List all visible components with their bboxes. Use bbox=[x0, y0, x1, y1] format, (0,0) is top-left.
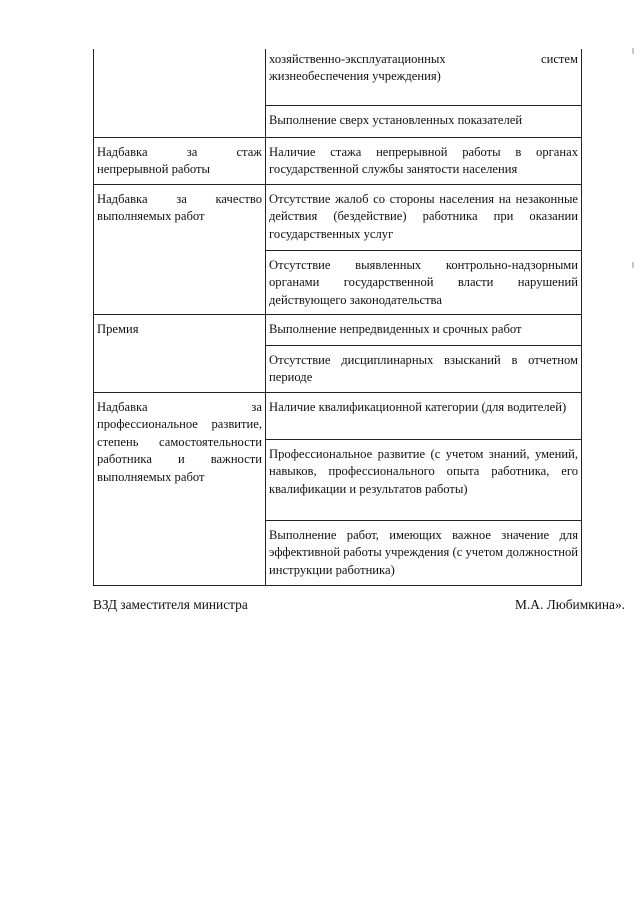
signatory-name: М.А. Любимкина». bbox=[515, 597, 625, 612]
payment-criteria-table bbox=[93, 49, 582, 586]
criterion-cell: Отсутствие дисциплинарных взысканий в отчетном периоде bbox=[266, 346, 582, 393]
scan-edge-mark bbox=[632, 262, 634, 268]
table-row bbox=[94, 315, 582, 346]
criterion-cell: Профессиональное развитие (с учетом знаний, умений, навыков, профессионального опыта работника, его квалификации и результатов работы) bbox=[266, 440, 582, 521]
criterion-cell: хозяйственно-эксплуатационных систем жизнеобеспечения учреждения) bbox=[266, 49, 582, 106]
criterion-cell: Наличие квалификационной категории (для водителей) bbox=[266, 393, 582, 440]
scan-edge-mark bbox=[632, 48, 634, 54]
criterion-cell: Выполнение непредвиденных и срочных работ bbox=[266, 315, 582, 346]
criterion-cell: Выполнение сверх установленных показателей bbox=[266, 106, 582, 138]
criterion-cell: Наличие стажа непрерывной работы в органах государственной службы занятости населения bbox=[266, 138, 582, 185]
table-row bbox=[94, 49, 582, 106]
signature-block bbox=[93, 597, 625, 613]
criterion-cell: Отсутствие жалоб со стороны населения на незаконные действия (бездействие) работника при оказании государственных услуг bbox=[266, 185, 582, 251]
table-row bbox=[94, 185, 582, 251]
payment-type-cell bbox=[94, 49, 266, 138]
signatory-position: ВЗД заместителя министра bbox=[93, 597, 248, 612]
table-row bbox=[94, 138, 582, 185]
payment-type-cell: Надбавка за стаж непрерывной работы bbox=[94, 138, 266, 185]
criterion-cell: Отсутствие выявленных контрольно-надзорными органами государственной власти нарушений действующего законодательства bbox=[266, 251, 582, 315]
table-row bbox=[94, 393, 582, 440]
payment-type-cell: Премия bbox=[94, 315, 266, 393]
payment-type-cell: Надбавка за качество выполняемых работ bbox=[94, 185, 266, 315]
payment-type-cell: Надбавка за профессиональное развитие, степень самостоятельности работника и важности выполняемых работ bbox=[94, 393, 266, 586]
criterion-cell: Выполнение работ, имеющих важное значение для эффективной работы учреждения (с учетом должностной инструкции работника) bbox=[266, 521, 582, 586]
